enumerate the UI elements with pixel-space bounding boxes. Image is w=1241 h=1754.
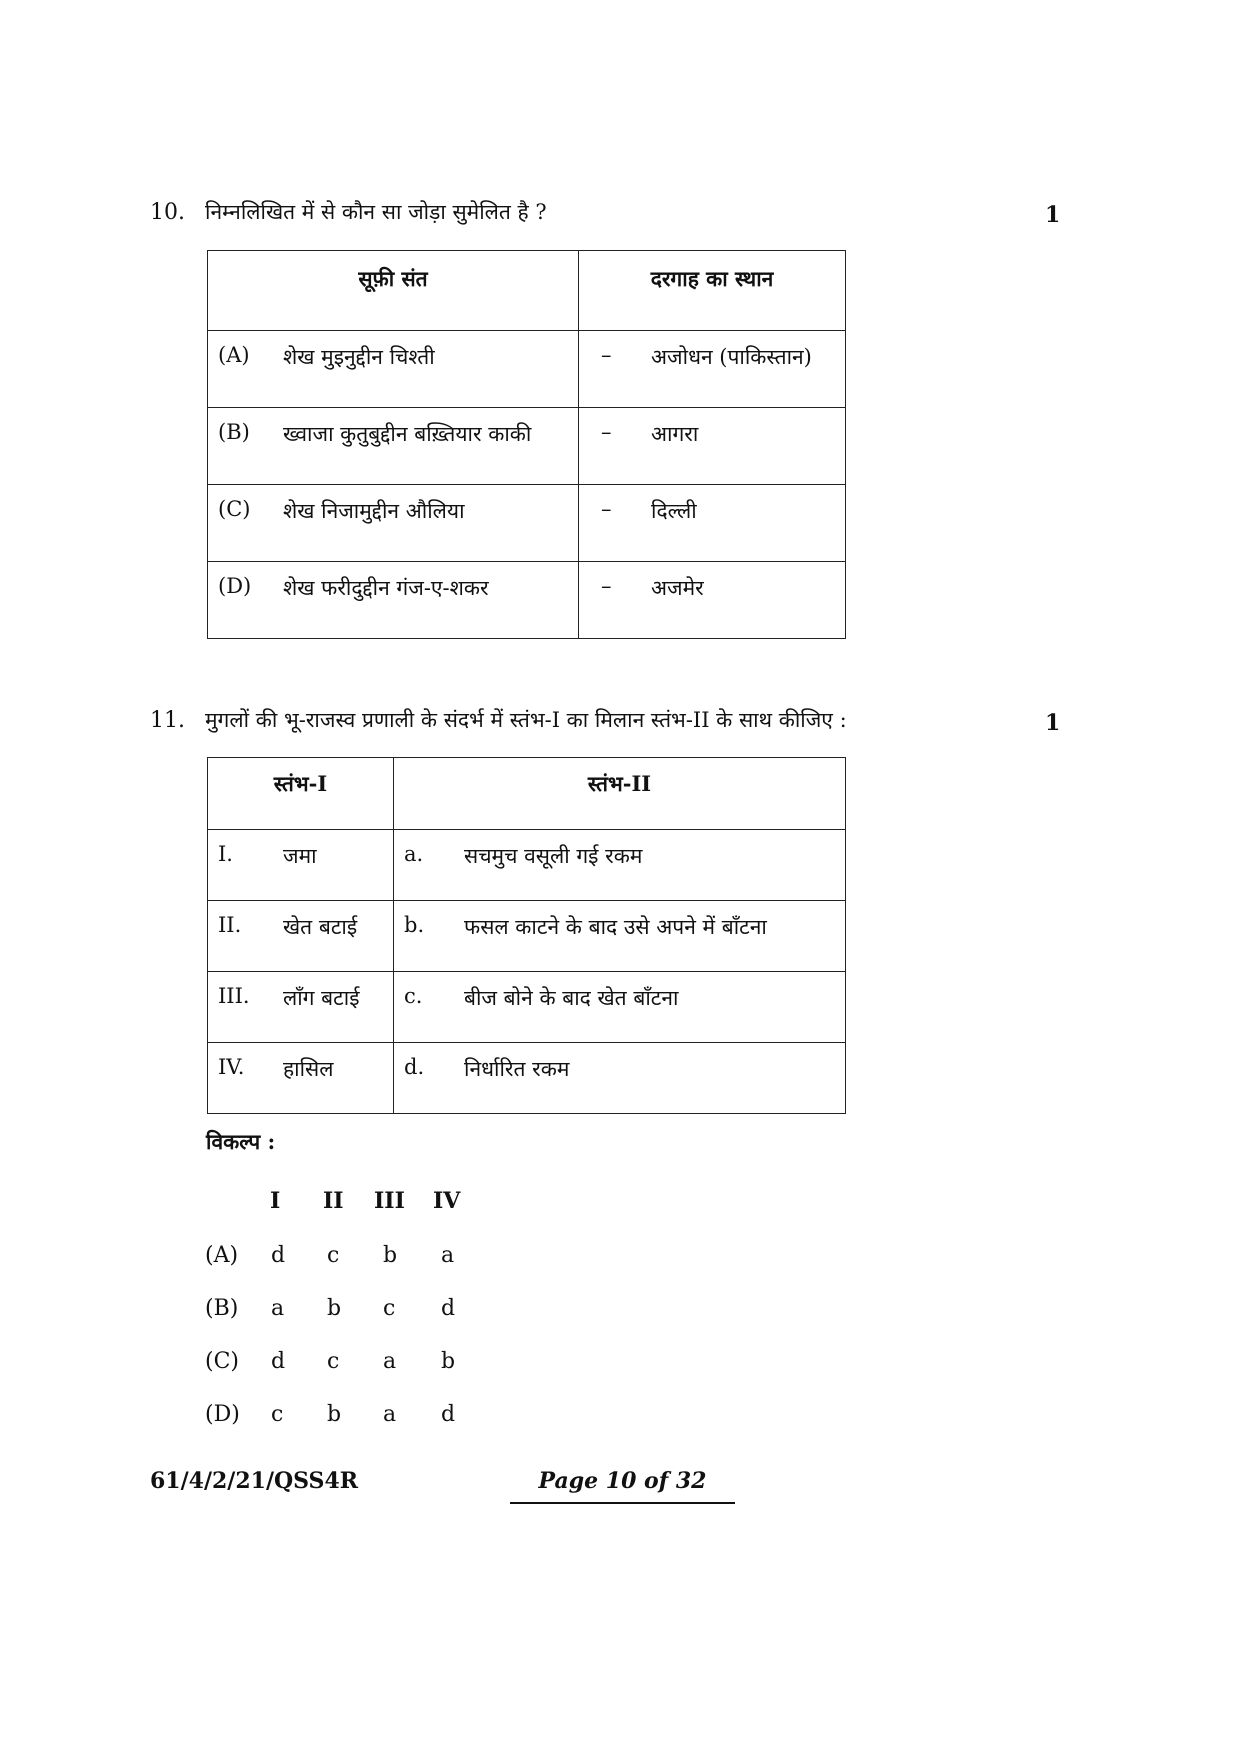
option-label: (D)	[205, 1402, 240, 1427]
option-label: (A)	[205, 1243, 239, 1268]
option-label: (B)	[205, 1296, 239, 1321]
table-row	[208, 408, 846, 485]
table-row	[208, 1043, 846, 1114]
option-value: d	[441, 1296, 456, 1321]
dash: –	[601, 574, 612, 598]
dash: –	[601, 420, 612, 444]
option-value: a	[383, 1349, 397, 1374]
dash: –	[601, 343, 612, 367]
row-label: (C)	[218, 497, 251, 521]
option-value: a	[271, 1296, 285, 1321]
saint-name: ख्वाजा कुतुबुद्दीन बख़्तियार काकी	[283, 422, 532, 446]
question-number: 11.	[150, 708, 185, 733]
question-marks: 1	[1045, 710, 1061, 736]
row-letter: d.	[404, 1055, 425, 1079]
option-value: b	[327, 1402, 342, 1427]
option-value: b	[441, 1349, 456, 1374]
dargah-place: अजोधन (पाकिस्तान)	[651, 345, 812, 369]
option-value: c	[383, 1296, 396, 1321]
option-value: d	[441, 1402, 456, 1427]
options-header-col: III	[374, 1188, 405, 1214]
question-number: 10.	[150, 200, 185, 225]
option-value: b	[383, 1243, 398, 1268]
row-numeral: III.	[218, 984, 250, 1008]
row-numeral: II.	[218, 913, 242, 937]
revenue-term: खेत बटाई	[283, 915, 358, 939]
table-header-place: दरगाह का स्थान	[579, 251, 846, 331]
page-number: Page 10 of 32	[538, 1468, 707, 1494]
term-description: सचमुच वसूली गई रकम	[464, 844, 643, 868]
table-row	[208, 901, 846, 972]
dargah-place: अजमेर	[651, 576, 704, 600]
option-value: b	[327, 1296, 342, 1321]
table-row	[208, 331, 846, 408]
term-description: फसल काटने के बाद उसे अपने में बाँटना	[464, 915, 767, 939]
saint-name: शेख मुइनुद्दीन चिश्ती	[283, 345, 435, 369]
option-value: d	[271, 1349, 286, 1374]
term-description: बीज बोने के बाद खेत बाँटना	[464, 986, 679, 1010]
row-numeral: IV.	[218, 1055, 245, 1079]
page-number-underline	[510, 1502, 735, 1504]
column-match-table	[207, 757, 846, 1114]
options-label: विकल्प :	[206, 1129, 276, 1154]
dargah-place: आगरा	[651, 422, 699, 446]
row-label: (D)	[218, 574, 252, 598]
question-text: निम्नलिखित में से कौन सा जोड़ा सुमेलित है ?	[205, 200, 547, 224]
option-value: a	[383, 1402, 397, 1427]
table-row	[208, 485, 846, 562]
table-row	[208, 562, 846, 639]
saint-name: शेख निजामुद्दीन औलिया	[283, 499, 465, 523]
revenue-term: हासिल	[283, 1057, 334, 1081]
row-numeral: I.	[218, 842, 233, 866]
options-header-col: II	[323, 1188, 344, 1214]
row-label: (B)	[218, 420, 250, 444]
table-row	[208, 830, 846, 901]
option-value: c	[327, 1243, 340, 1268]
row-label: (A)	[218, 343, 250, 367]
term-description: निर्धारित रकम	[464, 1057, 570, 1081]
options-header-col: IV	[433, 1188, 461, 1214]
revenue-term: लाँग बटाई	[283, 986, 360, 1010]
saint-name: शेख फरीदुद्दीन गंज-ए-शकर	[283, 576, 489, 600]
option-label: (C)	[205, 1349, 239, 1374]
options-header-col: I	[270, 1188, 281, 1214]
question-text: मुगलों की भू-राजस्व प्रणाली के संदर्भ में स्तंभ-I का मिलान स्तंभ-II के साथ कीजिए :	[205, 708, 847, 732]
option-value: d	[271, 1243, 286, 1268]
dash: –	[601, 497, 612, 521]
row-letter: b.	[404, 913, 425, 937]
table-header-saint: सूफ़ी संत	[208, 251, 579, 331]
row-letter: c.	[404, 984, 423, 1008]
sufi-match-table	[207, 250, 846, 639]
question-marks: 1	[1045, 202, 1061, 228]
row-letter: a.	[404, 842, 424, 866]
revenue-term: जमा	[283, 844, 317, 868]
option-value: c	[271, 1402, 284, 1427]
table-header-column-2: स्तंभ-II	[394, 758, 846, 830]
table-header-column-1: स्तंभ-I	[208, 758, 394, 830]
paper-code: 61/4/2/21/QSS4R	[150, 1468, 359, 1494]
dargah-place: दिल्ली	[651, 499, 697, 523]
table-row	[208, 972, 846, 1043]
option-value: a	[441, 1243, 455, 1268]
option-value: c	[327, 1349, 340, 1374]
